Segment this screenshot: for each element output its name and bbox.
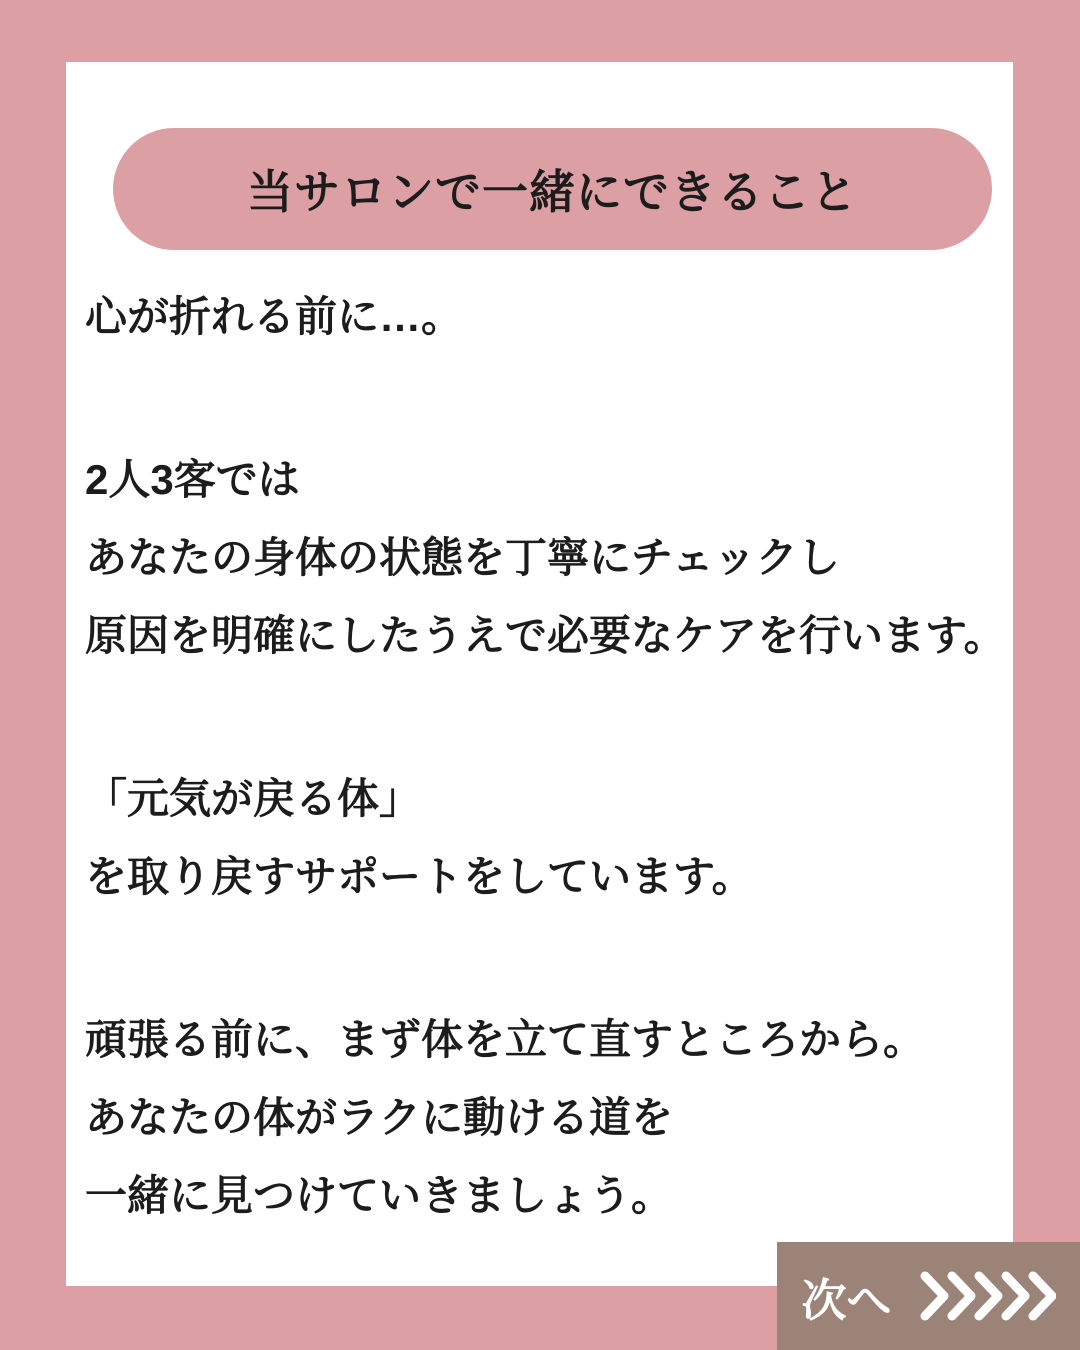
text-line: 一緒に見つけていきましょう。 [85, 1172, 674, 1219]
paragraph [85, 278, 1010, 356]
content-card [66, 62, 1013, 1286]
text-line: 心が折れる前に…。 [85, 293, 464, 340]
text-line: 原因を明確にしたうえで必要なケアを行います。 [85, 612, 1006, 659]
text-line: 「元気が戻る体」 [85, 775, 422, 822]
next-button-label: 次へ [801, 1274, 892, 1326]
text-line: を取り戻すサポートをしています。 [85, 853, 754, 900]
body-text [85, 278, 1010, 1235]
text-line: あなたの体がラクに動ける道を [85, 1094, 674, 1141]
text-line: あなたの身体の状態を丁寧にチェックし [85, 534, 840, 581]
chevrons-right-icon [920, 1271, 1056, 1321]
page-title: 当サロンで一緒にできること [247, 166, 858, 218]
text-line: 頑張る前に、まず体を立て直すところから。 [85, 1016, 926, 1063]
paragraph [85, 760, 1010, 916]
paragraph [85, 441, 1010, 675]
paragraph [85, 1001, 1010, 1235]
next-button[interactable] [777, 1242, 1080, 1350]
text-line: 2人3客では [85, 456, 300, 503]
title-pill [113, 128, 992, 250]
